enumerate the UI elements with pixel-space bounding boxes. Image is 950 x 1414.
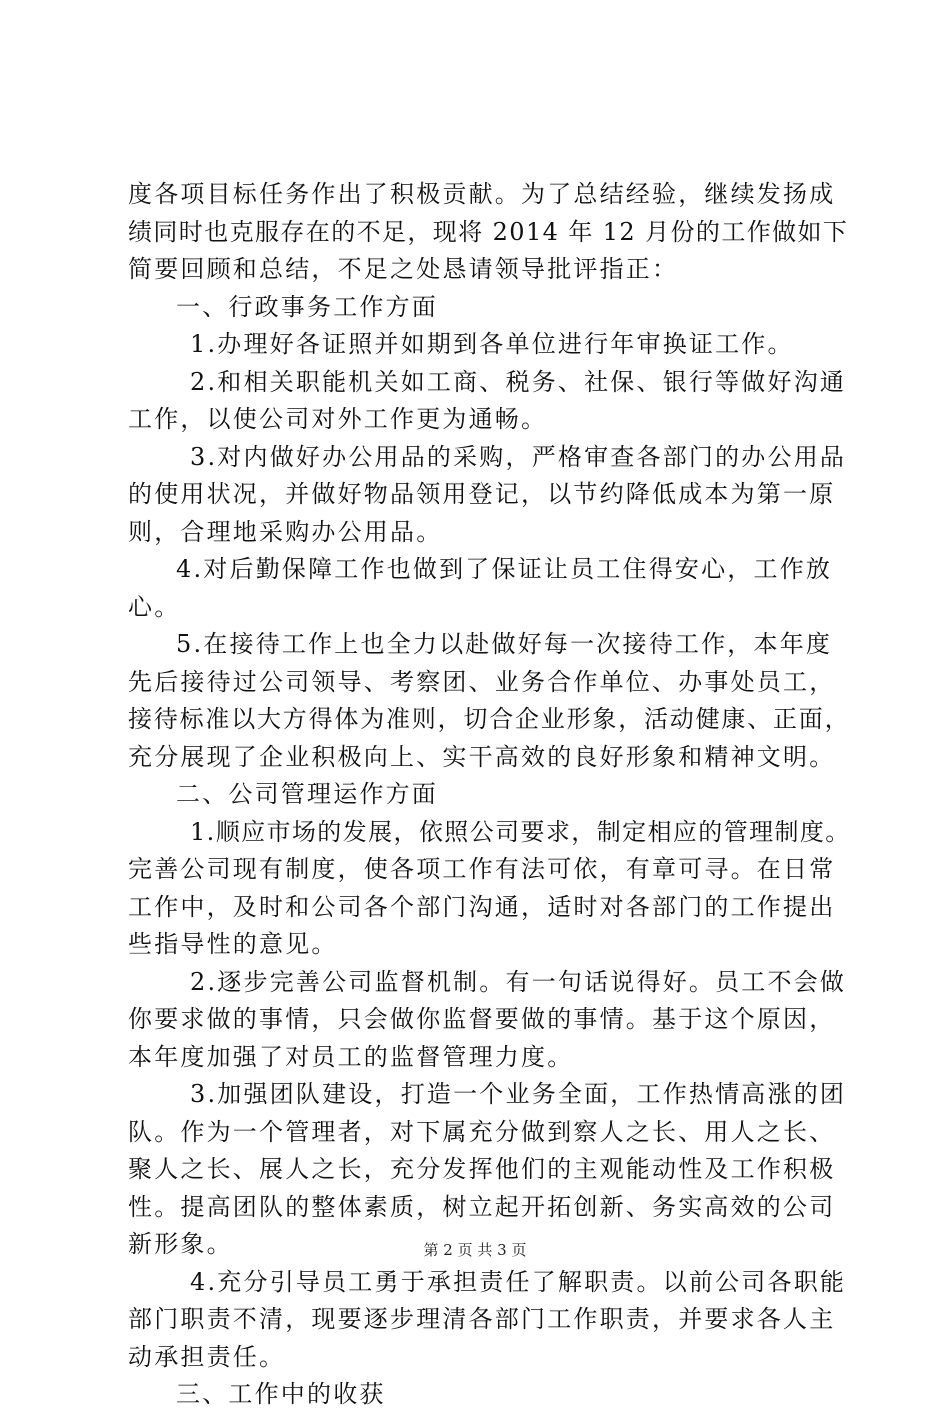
text-line: 你要求做的事情，只会做你监督要做的事情。基于这个原因，	[128, 1005, 836, 1033]
text-line: 3.对内做好办公用品的采购，严格审查各部门的办公用品	[190, 442, 847, 471]
section-heading-administration: 一、行政事务工作方面	[176, 292, 438, 321]
section-heading-management: 二、公司管理运作方面	[176, 780, 438, 808]
page-number-footer: 第 2 页 共 3 页	[423, 1241, 527, 1259]
text-line: 1.顺应市场的发展，依照公司要求，制定相应的管理制度。	[190, 817, 851, 846]
text-line: 则，合理地采购办公用品。	[128, 517, 443, 546]
text-line: 工作，以使公司对外工作更为通畅。	[128, 405, 548, 433]
text-line: 先后接待过公司领导、考察团、业务合作单位、办事处员工，	[128, 667, 836, 696]
text-line: 些指导性的意见。	[128, 930, 338, 958]
section-heading-harvest: 三、工作中的收获	[176, 1380, 386, 1408]
text-line: 部门职责不清，现要逐步理清各部门工作职责，并要求各人主	[128, 1305, 836, 1333]
text-line: 完善公司现有制度，使各项工作有法可依，有章可寻。在日常	[128, 855, 836, 883]
text-line: 充分展现了企业积极向上、实干高效的良好形象和精神文明。	[128, 742, 836, 771]
text-line: 4.对后勤保障工作也做到了保证让员工住得安心，工作放	[176, 555, 833, 583]
text-line: 队。作为一个管理者，对下属充分做到察人之长、用人之长、	[128, 1117, 836, 1146]
text-line: 聚人之长、展人之长，充分发挥他们的主观能动性及工作积极	[128, 1155, 836, 1183]
text-line: 动承担责任。	[128, 1342, 286, 1371]
text-line: 绩同时也克服存在的不足，现将 2014 年 12 月份的工作做如下	[128, 217, 849, 246]
text-line: 2.和相关职能机关如工商、税务、社保、银行等做好沟通	[190, 367, 847, 396]
text-line: 接待标准以大方得体为准则，切合企业形象，活动健康、正面，	[128, 705, 851, 733]
text-line: 心。	[128, 592, 181, 621]
text-line: 度各项目标任务作出了积极贡献。为了总结经验，继续发扬成	[128, 180, 836, 208]
text-line: 1.办理好各证照并如期到各单位进行年审换证工作。	[190, 330, 794, 358]
text-line: 新形象。	[128, 1230, 233, 1258]
text-line: 3.加强团队建设，打造一个业务全面，工作热情高涨的团	[190, 1080, 847, 1108]
text-line: 工作中，及时和公司各个部门沟通，适时对各部门的工作提出	[128, 892, 836, 921]
document-body	[128, 176, 851, 1414]
text-line: 性。提高团队的整体素质，树立起开拓创新、务实高效的公司	[128, 1192, 836, 1221]
text-line: 4.充分引导员工勇于承担责任了解职责。以前公司各职能	[190, 1267, 847, 1296]
text-line: 5.在接待工作上也全力以赴做好每一次接待工作，本年度	[176, 630, 833, 658]
text-line: 简要回顾和总结，不足之处恳请领导批评指正：	[128, 255, 679, 283]
text-line: 本年度加强了对员工的监督管理力度。	[128, 1042, 574, 1071]
text-line: 2.逐步完善公司监督机制。有一句话说得好。员工不会做	[190, 967, 847, 996]
text-line: 的使用状况，并做好物品领用登记，以节约降低成本为第一原	[128, 480, 836, 508]
